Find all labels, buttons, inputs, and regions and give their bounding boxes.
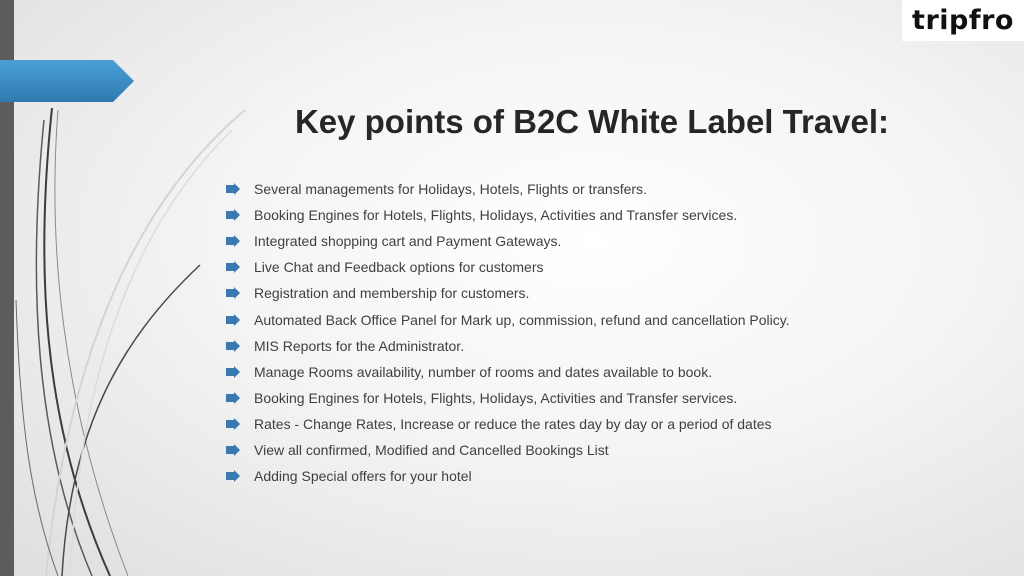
bullet-item xyxy=(226,333,926,359)
arrow-bullet-icon xyxy=(226,470,240,482)
slide-title: Key points of B2C White Label Travel: xyxy=(294,103,890,140)
arrow-bullet-icon xyxy=(226,418,240,430)
bullet-text: Automated Back Office Panel for Mark up, commission, refund and cancellation Policy. xyxy=(254,311,790,328)
arrow-bullet-icon xyxy=(226,392,240,404)
bullet-text: View all confirmed, Modified and Cancelled Bookings List xyxy=(254,441,609,458)
bullet-text: Manage Rooms availability, number of rooms and dates available to book. xyxy=(254,363,713,380)
bullet-list xyxy=(226,176,926,489)
arrow-bullet-icon xyxy=(226,261,240,273)
bullet-item xyxy=(226,254,926,280)
accent-arrow-tab xyxy=(0,60,134,102)
bullet-item xyxy=(226,463,926,489)
arrow-bullet-icon xyxy=(226,444,240,456)
arrow-bullet-icon xyxy=(226,287,240,299)
bullet-text: Integrated shopping cart and Payment Gateways. xyxy=(254,233,562,250)
bullet-item xyxy=(226,280,926,306)
arrow-bullet-icon xyxy=(226,235,240,247)
logo-text: tripfro xyxy=(912,5,1014,36)
arrow-bullet-icon xyxy=(226,209,240,221)
bullet-item xyxy=(226,228,926,254)
arrow-bullet-icon xyxy=(226,340,240,352)
bullet-text: Registration and membership for customers. xyxy=(254,285,530,302)
bullet-text: Booking Engines for Hotels, Flights, Holidays, Activities and Transfer services. xyxy=(254,207,738,224)
arrow-bullet-icon xyxy=(226,366,240,378)
bullet-text: MIS Reports for the Administrator. xyxy=(254,337,465,354)
bullet-text: Booking Engines for Hotels, Flights, Holidays, Activities and Transfer services. xyxy=(254,389,738,406)
bullet-text: Several managements for Holidays, Hotels, Flights or transfers. xyxy=(254,181,647,198)
bullet-item xyxy=(226,437,926,463)
bullet-item xyxy=(226,385,926,411)
arrow-bullet-icon xyxy=(226,183,240,195)
bullet-item xyxy=(226,411,926,437)
bullet-text: Live Chat and Feedback options for customers xyxy=(254,259,544,276)
bullet-item xyxy=(226,202,926,228)
bullet-item xyxy=(226,306,926,332)
bullet-item xyxy=(226,359,926,385)
brand-logo xyxy=(902,0,1024,41)
bullet-item xyxy=(226,176,926,202)
bullet-text: Adding Special offers for your hotel xyxy=(254,468,472,485)
arrow-bullet-icon xyxy=(226,314,240,326)
bullet-text: Rates - Change Rates, Increase or reduce the rates day by day or a period of dates xyxy=(254,415,772,432)
